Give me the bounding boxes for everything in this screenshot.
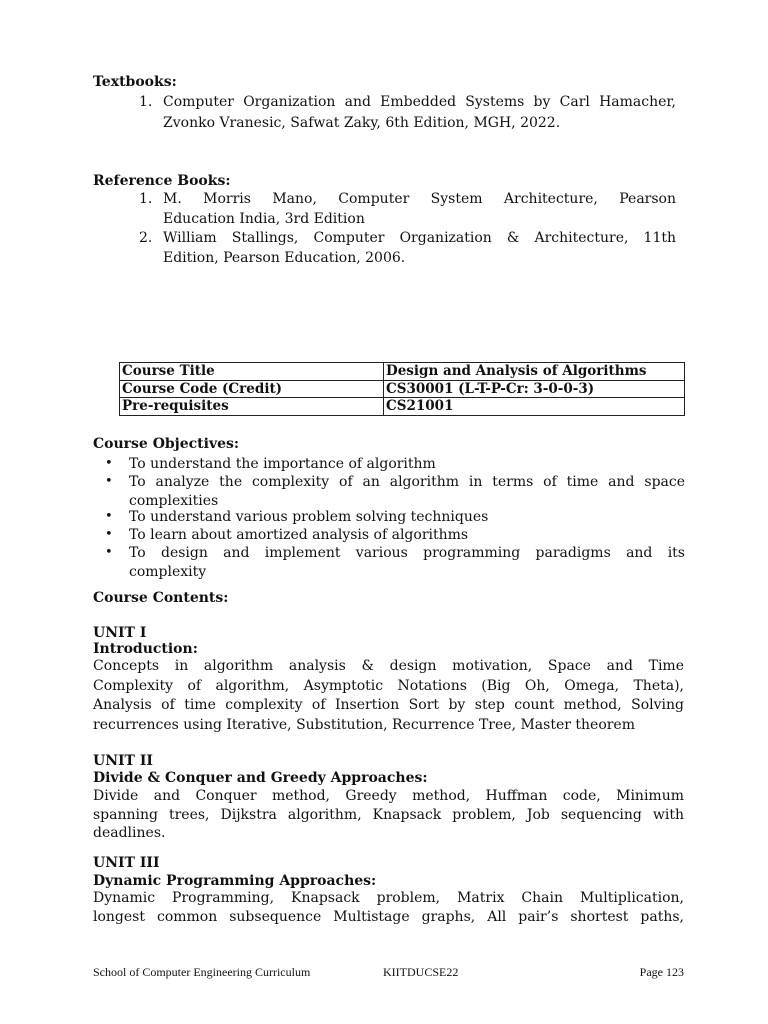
unit-description xyxy=(93,889,684,926)
bullet-icon: • xyxy=(105,527,113,542)
bullet-icon: • xyxy=(105,456,113,471)
bullet-icon: • xyxy=(105,474,113,489)
list-text xyxy=(163,93,676,132)
text-line: Computer Organization and Embedded Systems by Carl Hamacher, xyxy=(163,94,676,110)
table-row xyxy=(120,363,685,381)
unit-title: Dynamic Programming Approaches: xyxy=(93,873,377,889)
contents-heading: Course Contents: xyxy=(93,590,229,606)
text-line: To design and implement various programming paradigms and its xyxy=(129,545,685,561)
course-info-table xyxy=(119,362,685,416)
list-number: 1. xyxy=(139,191,153,207)
text-line: recurrences using Iterative, Substitution, Recurrence Tree, Master theorem xyxy=(93,716,635,733)
list-text xyxy=(163,190,676,228)
text-line: Concepts in algorithm analysis & design motivation, Space and Time xyxy=(93,658,684,674)
text-line: complexities xyxy=(129,492,219,509)
table-cell-value: CS30001 (L-T-P-Cr: 3-0-0-3) xyxy=(384,380,685,398)
text-line: Dynamic Programming, Knapsack problem, Matrix Chain Multiplication, xyxy=(93,890,684,906)
reference-books-heading: Reference Books: xyxy=(93,173,231,189)
unit-label: UNIT I xyxy=(93,625,147,641)
text-line: longest common subsequence Multistage graphs, All pair’s shortest paths, xyxy=(93,908,684,925)
text-line: Zvonko Vranesic, Safwat Zaky, 6th Edition, MGH, 2022. xyxy=(163,114,561,131)
unit-label: UNIT II xyxy=(93,753,153,769)
list-text xyxy=(129,544,685,581)
footer-left: School of Computer Engineering Curriculum xyxy=(93,965,311,979)
text-line: Edition, Pearson Education, 2006. xyxy=(163,249,406,266)
textbooks-heading: Textbooks: xyxy=(93,74,177,90)
text-line: William Stallings, Computer Organization & Architecture, 11th xyxy=(163,230,676,246)
page-number: Page 123 xyxy=(639,965,684,979)
unit-title: Introduction: xyxy=(93,641,198,657)
table-row xyxy=(120,398,685,416)
list-number: 2. xyxy=(139,230,153,246)
table-cell-value: Design and Analysis of Algorithms xyxy=(384,363,685,381)
list-text: To understand various problem solving techniques xyxy=(129,509,489,525)
text-line: To analyze the complexity of an algorithm in terms of time and space xyxy=(129,474,685,490)
unit-description xyxy=(93,787,684,843)
list-text: To learn about amortized analysis of algorithms xyxy=(129,527,469,543)
list-number: 1. xyxy=(139,94,153,110)
unit-description xyxy=(93,657,684,734)
table-row xyxy=(120,380,685,398)
bullet-icon: • xyxy=(105,545,113,560)
text-line: Analysis of time complexity of Insertion Sort by step count method, Solving xyxy=(93,697,684,713)
text-line: deadlines. xyxy=(93,825,166,841)
table-cell-label: Course Title xyxy=(120,363,384,381)
list-text xyxy=(163,229,676,267)
objectives-heading: Course Objectives: xyxy=(93,436,240,452)
table-cell-label: Pre-requisites xyxy=(120,398,384,416)
footer-center: KIITDUCSE22 xyxy=(383,965,459,979)
text-line: M. Morris Mano, Computer System Architecture, Pearson xyxy=(163,191,676,207)
text-line: Complexity of algorithm, Asymptotic Notations (Big Oh, Omega, Theta), xyxy=(93,677,684,694)
unit-title: Divide & Conquer and Greedy Approaches: xyxy=(93,770,428,786)
text-line: Education India, 3rd Edition xyxy=(163,210,365,227)
text-line: Divide and Conquer method, Greedy method, Huffman code, Minimum xyxy=(93,788,684,804)
text-line: complexity xyxy=(129,563,207,580)
text-line: spanning trees, Dijkstra algorithm, Knapsack problem, Job sequencing with xyxy=(93,806,684,823)
bullet-icon: • xyxy=(105,509,113,524)
table-cell-value: CS21001 xyxy=(384,398,685,416)
unit-label: UNIT III xyxy=(93,855,160,871)
list-text: To understand the importance of algorithm xyxy=(129,456,436,472)
table-cell-label: Course Code (Credit) xyxy=(120,380,384,398)
list-text xyxy=(129,473,685,510)
